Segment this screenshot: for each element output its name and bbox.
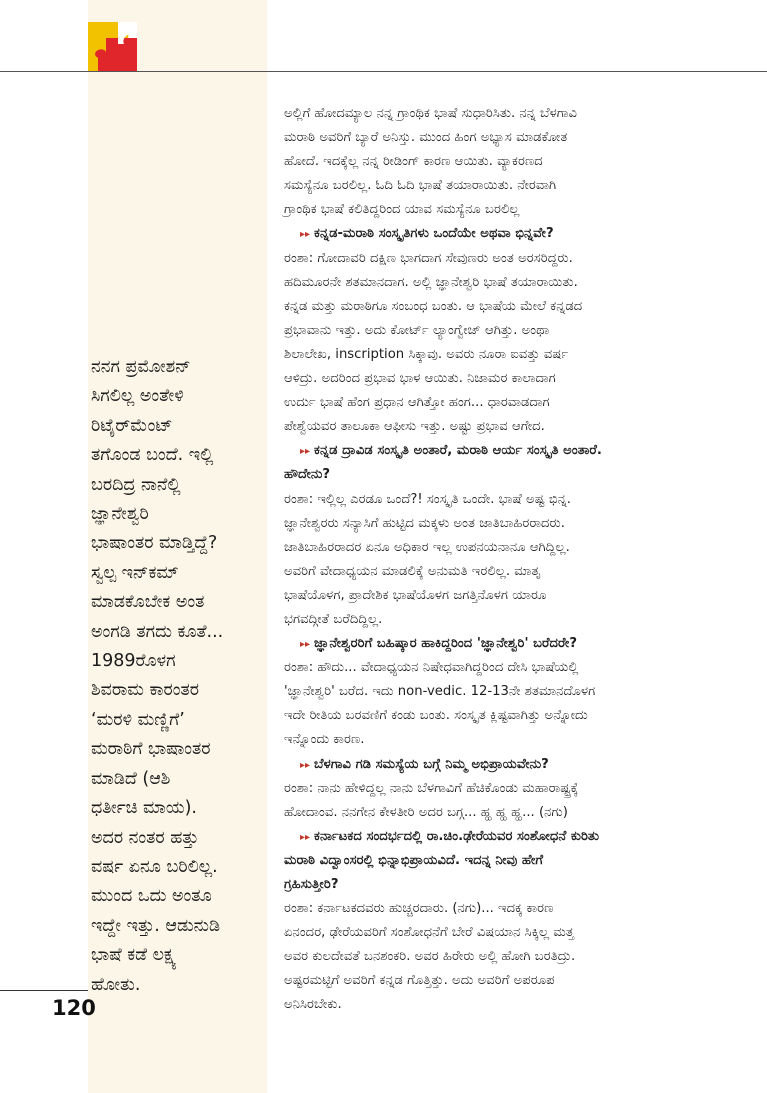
article-line [284, 391, 714, 415]
pull-quote-line: ಅಂಗಡಿ ತಗದು ಕೂತೆ... [91, 621, 224, 642]
line-text: ರಂಶಾ: ನಾನು ಹೇಳಿದ್ದಲ್ಲ ನಾನು ಬೆಳಗಾವಿಗೆ ಹೆಚಿಕೊಂಡು ಮಹಾರಾಷ್ಟ್ರಕ್ಕೆ [284, 780, 579, 796]
line-text: ಮರಾಠಿ ವಿದ್ವಾಂಸರಲ್ಲಿ ಭಿನ್ನಾಭಿಪ್ರಾಯವಿದೆ. ಇದನ್ನ ನೀವು ಹೇಗೆ [284, 852, 543, 868]
pull-quote-line: ಶಿವರಾಮ ಕಾರಂತರ [91, 680, 200, 701]
double-arrow-icon: ▸▸ [300, 639, 311, 651]
sidebar-pull-quote [91, 353, 263, 1000]
pull-quote-line: ವರ್ಷ ಏನೂ ಬರಿಲಿಲ್ಲ. [91, 856, 218, 877]
line-text: 'ಜ್ಞಾನೇಶ್ವರಿ' ಬರೆದ. ಇದು non-vedic. 12-13ನೇ ಶತಮಾನದೊಳಗ [284, 684, 596, 700]
line-text: ಜಾತಿಬಾಹಿರರಾದರ ಏನೂ ಅಧಿಕಾರ ಇಲ್ಲ ಉಪನಯನಾನೂ ಆಗಿದ್ದಿಲ್ಲ. [284, 539, 570, 555]
article-line [284, 536, 714, 560]
line-text: ಅಲ್ಲಿಗೆ ಹೋದಮ್ಯಾಲ ನನ್ನ ಗ್ರಾಂಥಿಕ ಭಾಷೆ ಸುಧಾರಿಸಿತು. ನನ್ನ ಬೆಳಗಾವಿ [284, 106, 578, 121]
line-text: ಹೋದೆ. ಇದಕ್ಕೆಲ್ಲ ನನ್ನ ರೀಡಿಂಗ್ ಕಾರಣ ಆಯಿತು. ವ್ಯಾಕರಣದ [284, 154, 543, 170]
article-line [284, 704, 714, 728]
pull-quote-line: ಜ್ಞಾನೇಶ್ವರಿ [91, 504, 149, 525]
article-line [284, 993, 714, 1017]
line-text: ಶಿಲಾಲೇಖ, inscription ಸಿಕ್ಕಾವು. ಅವರು ನೂರಾ ಐವತ್ತು ವರ್ಷ [284, 346, 569, 362]
article-line [284, 921, 714, 945]
double-arrow-icon: ▸▸ [300, 229, 311, 241]
line-text: ಮರಾಠಿ ಅವರಿಗೆ ಬ್ಯಾರೆ ಅನಿಸ್ತು. ಮುಂದ ಹಿಂಗ ಅಭ್ಯಾಸ ಮಾಡಕೋತ [284, 130, 568, 146]
line-text: ರಂಶಾ: ಇಲ್ಲಿಲ್ಲ ಎರಡೂ ಒಂದೆ?! ಸಂಸ್ಕೃತಿ ಒಂದೇ. ಭಾಷೆ ಅಷ್ಟ ಭಿನ್ನ. [284, 491, 572, 507]
article-line [284, 680, 714, 704]
pull-quote-line: ನನಗ ಪ್ರಮೋಶನ್ [91, 357, 191, 377]
pull-quote-line: ಮರಾಠಿಗೆ ಭಾಷಾಂತರ [91, 739, 211, 760]
line-text: ಅವರ ಕುಲದೇವತೆ ಬನಶಂಕರಿ. ಅವರ ಹಿರೇರು ಅಲ್ಲಿ ಹೋಗಿ ಬರತಿದ್ರು. [284, 949, 576, 965]
double-arrow-icon: ▸▸ [300, 831, 311, 843]
line-text: ಭಾಷೆಯೊಳಗ, ಪ್ರಾದೇಶಿಕ ಭಾಷೆಯೊಳಗ ಜಗತ್ತಿನೊಳಗ ಯಾರೂ [284, 587, 547, 603]
line-text: ಏನಂದರ, ಢೇರೆಯವರಿಗೆ ಸಂಶೋಧನೆಗೆ ಬೇರೆ ವಿಷಯಾನ ಸಿಕ್ಕಿಲ್ಲ ಮತ್ತ [284, 925, 575, 941]
article-line [284, 512, 714, 536]
question-line [284, 825, 714, 849]
article-line [284, 969, 714, 993]
article-line [284, 271, 714, 295]
question-line [284, 849, 714, 873]
pull-quote-line: ಬರದಿದ್ರ ನಾನೆಲ್ಲಿ [91, 474, 181, 495]
line-text: ಅಷ್ಟರಮಟ್ಟಿಗೆ ಅವರಿಗೆ ಕನ್ನಡ ಗೊತ್ತಿತ್ತು. ಅದು ಅವರಿಗೆ ಅಪರೂಪ [284, 973, 555, 989]
article-line [284, 488, 714, 512]
question-line [284, 873, 714, 897]
article-line [284, 584, 714, 608]
pull-quote-line: ರಿಟೈರ್‌ಮೆಂಟ್ [91, 415, 173, 436]
page-number: 120 [52, 996, 96, 1020]
line-text: ಜ್ಞಾನೇಶ್ವರರಿಗೆ ಬಹಿಷ್ಕಾರ ಹಾಕಿದ್ದರಿಂದ 'ಜ್ಞಾನೇಶ್ವರಿ' ಬರೆದರೇ? [314, 636, 577, 652]
article-line [284, 126, 714, 150]
pull-quote-line: ಭಾಷಾಂತರ ಮಾಡ್ತಿದ್ದೆ? [91, 533, 218, 554]
article-line [284, 777, 714, 801]
pull-quote-line: ಇದ್ದೇ ಇತ್ತು. ಆಡುನುಡಿ [91, 915, 220, 936]
line-text: ಕನ್ನಡ ದ್ರಾವಿಡ ಸಂಸ್ಕೃತಿ ಅಂತಾರೆ, ಮರಾಠಿ ಆರ್ಯ ಸಂಸ್ಕೃತಿ ಅಂತಾರೆ. [314, 443, 602, 459]
article-line [284, 247, 714, 271]
article-line [284, 560, 714, 584]
line-text: ಅವರಿಗೆ ವೇದಾಧ್ಯಯನ ಮಾಡಲಿಕ್ಕೆ ಅನುಮತಿ ಇರಲಿಲ್ಲ. ಮಾತೃ [284, 563, 541, 579]
question-line [284, 753, 714, 777]
pull-quote-line: ಹೋತು. [91, 974, 141, 995]
article-line [284, 945, 714, 969]
double-arrow-icon: ▸▸ [300, 446, 311, 458]
pull-quote-line: ತಗೊಂಡ ಬಂದೆ. ಇಲ್ಲಿ [91, 445, 214, 466]
line-text: ಗ್ರಾಂಥಿಕ ಭಾಷೆ ಕಲಿತಿದ್ದರಿಂದ ಯಾವ ಸಮಸ್ಯೆನೂ ಬರಲಿಲ್ಲ [284, 202, 520, 218]
pull-quote-line: ಮಾಡಕೊಬೇಕ ಅಂತ [91, 592, 205, 613]
pull-quote-line: ಅದರ ನಂತರ ಹತ್ತು [91, 827, 199, 848]
line-text: ಸಮಸ್ಯೆನೂ ಬರಲಿಲ್ಲ. ಓದಿ ಓದಿ ಭಾಷೆ ತಯಾರಾಯಿತು. ನೇರವಾಗಿ [284, 178, 557, 194]
article-line [284, 608, 714, 632]
pull-quote-line: 1989ರೊಳಗ [91, 651, 176, 672]
line-text: ರಂಶಾ: ಕರ್ನಾಟಕದವರು ಹುಚ್ಚರದಾರು. (ನಗು)... ಇದಕ್ಕ ಕಾರಣ [284, 901, 554, 917]
article-line [284, 656, 714, 680]
pull-quote-line: ಧರ್ತೀಚಿ ಮಾಯ). [91, 798, 197, 819]
line-text: ಉರ್ದು ಭಾಷೆ ಹೆಂಗ ಪ್ರಧಾನ ಆಗಿತ್ತೋ ಹಂಗ... ಧಾರವಾಡದಾಗ [284, 395, 550, 411]
question-line [284, 439, 714, 463]
article-body [284, 102, 714, 1018]
line-text: ಬೆಳಗಾವಿ ಗಡಿ ಸಮಸ್ಯೆಯ ಬಗ್ಗೆ ನಿಮ್ಮ ಅಭಿಪ್ರಾಯವೇನು? [314, 756, 549, 772]
line-text: ಪೇಶ್ವೆಯವರ ತಾಲೂಕಾ ಆಫೀಸು ಇತ್ತು. ಅಷ್ಟು ಪ್ರಭಾವ ಆಗೇದ. [284, 419, 545, 435]
line-text: ಕನ್ನಡ ಮತ್ತು ಮರಾಠಿಗೂ ಸಂಬಂಧ ಬಂತು. ಆ ಭಾಷೆಯ ಮೇಲೆ ಕನ್ನಡದ [284, 298, 583, 314]
question-line [284, 463, 714, 487]
pull-quote-line: ಮಾಡಿದೆ (ಆಶಿ [91, 768, 171, 789]
puzzle-logo [88, 22, 137, 71]
line-text: ಇನ್ನೊಂದು ಕಾರಣ. [284, 732, 365, 748]
article-line [284, 728, 714, 752]
question-line [284, 222, 714, 246]
pull-quote-line: ‘ಮರಳಿ ಮಣ್ಣಿಗೆ’ [91, 709, 185, 730]
line-text: ಕನ್ನಡ-ಮರಾಠಿ ಸಂಸ್ಕೃತಿಗಳು ಒಂದೆಯೇ ಅಥವಾ ಭಿನ್ನವೇ? [314, 226, 554, 242]
line-text: ಪ್ರಭಾವಾನು ಇತ್ತು. ಅದು ಕೋರ್ಟ್ ಲ್ಯಾಂಗ್ವೇಜ್ ಆಗಿತ್ತು. ಅಂಥಾ [284, 322, 550, 338]
article-line [284, 801, 714, 825]
article-line [284, 150, 714, 174]
double-arrow-icon: ▸▸ [300, 759, 311, 771]
article-line [284, 174, 714, 198]
article-line [284, 367, 714, 391]
article-line [284, 897, 714, 921]
line-text: ಜ್ಞಾನೇಶ್ವರರು ಸನ್ಯಾಸಿಗೆ ಹುಟ್ಟಿದ ಮಕ್ಕಳು ಅಂತ ಜಾತಿಬಾಹಿರರಾದರು. [284, 515, 565, 531]
article-line [284, 415, 714, 439]
article-line [284, 295, 714, 319]
line-text: ಹೋದಾಂವ. ನನಗೇನ ಕೇಳತೀರಿ ಅದರ ಬಗ್ಗ... ಹ್ಹ ಹ್ಹ ಹ್ಹ... (ನಗು) [284, 804, 568, 820]
line-text: ಭಗವದ್ಗೀತೆ ಬರೆದಿದ್ದಿಲ್ಲ. [284, 611, 383, 627]
line-text: ಗ್ರಹಿಸುತ್ತೀರಿ? [284, 877, 339, 892]
line-text: ಆಳಿದ್ರು. ಅದರಿಂದ ಪ್ರಭಾವ ಭಾಳ ಆಯಿತು. ನಿಜಾಮರ ಕಾಲಾದಾಗ [284, 371, 556, 387]
pull-quote-line: ಮುಂದ ಒದು ಅಂತೂ [91, 886, 212, 907]
line-text: ಕರ್ನಾಟಕದ ಸಂದರ್ಭದಲ್ಲಿ ರಾ.ಚಿಂ.ಢೇರೆಯವರ ಸಂಶೋಧನೆ ಕುರಿತು [314, 828, 600, 844]
line-text: ಇದೇ ರೀತಿಯ ಬರವಣಿಗೆ ಕಂಡು ಬಂತು. ಸಂಸ್ಕೃತ ಕ್ಲಿಷ್ಟವಾಗಿತ್ತು ಅನ್ನೋದು [284, 708, 588, 724]
article-line [284, 319, 714, 343]
question-line [284, 632, 714, 656]
pull-quote-line: ಭಾಷೆ ಕಡೆ ಲಕ್ಷ್ಯ [91, 945, 177, 966]
article-line [284, 102, 714, 126]
line-text: ಅನಿಸಿರಬೇಕು. [284, 997, 342, 1013]
pull-quote-line: ಸಿಗಲಿಲ್ಲ ಅಂತೇಳಿ [91, 386, 184, 407]
line-text: ಹದಿಮೂರನೇ ಶತಮಾನದಾಗ. ಅಲ್ಲಿ ಜ್ಞಾನೇಶ್ವರಿ ಭಾಷೆ ತಯಾರಾಯಿತು. [284, 274, 578, 290]
article-line [284, 343, 714, 367]
header-rule [0, 71, 767, 72]
article-line [284, 198, 714, 222]
pull-quote-line: ಸ್ವಲ್ಪ ಇನ್‌ಕಮ್ [91, 562, 179, 583]
page-number-rule [0, 990, 88, 991]
line-text: ರಂಶಾ: ಹೌದು... ವೇದಾಧ್ಯಯನ ನಿಷೇಧವಾಗಿದ್ದರಿಂದ ದೇಸಿ ಭಾಷೆಯಲ್ಲಿ [284, 660, 579, 676]
line-text: ಹೌದೇನು? [284, 467, 331, 483]
line-text: ರಂಶಾ: ಗೋದಾವರಿ ದಕ್ಷಿಣ ಭಾಗದಾಗ ಸೇವುಣರು ಅಂತ ಅರಸರಿದ್ದರು. [284, 250, 573, 266]
